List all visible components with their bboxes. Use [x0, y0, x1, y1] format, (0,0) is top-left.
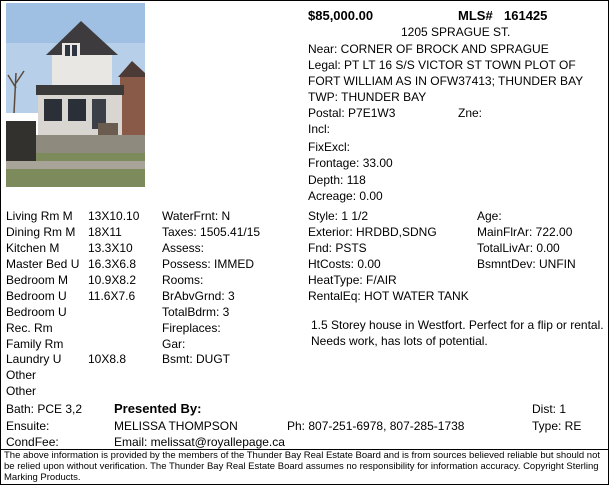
room-size: 13.3X10 [88, 241, 133, 255]
detail-field: TotalBdrm: 3 [162, 305, 230, 319]
remarks: 1.5 Storey house in Westfort. Perfect for a flip or rental. Needs work, has lots of potential. [311, 318, 604, 348]
district: Dist: 1 [532, 402, 567, 416]
detail-field: Age: [477, 209, 502, 223]
agent-phone: Ph: 807-251-6978, 807-285-1738 [287, 419, 465, 433]
room-name: Family Rm [6, 337, 64, 351]
room-size: 11.6X7.6 [88, 289, 136, 303]
room-name: Bedroom U [6, 305, 67, 319]
ensuite: Ensuite: [6, 419, 50, 433]
detail-field: Fnd: PSTS [308, 241, 367, 255]
house-photo-image [6, 3, 145, 187]
room-name: Rec. Rm [6, 321, 53, 335]
detail-field: TotalLivAr: 0.00 [477, 241, 560, 255]
price: $85,000.00 [308, 8, 374, 23]
inclusions: Incl: [308, 122, 331, 136]
acreage: Acreage: 0.00 [308, 189, 383, 203]
township: TWP: THUNDER BAY [308, 90, 427, 104]
postal-code: Postal: P7E1W3 [308, 106, 396, 120]
room-size: 10.9X8.2 [88, 273, 137, 287]
agent-name: MELISSA THOMPSON [114, 419, 238, 433]
detail-field: Assess: [162, 241, 205, 255]
frontage: Frontage: 33.00 [308, 156, 393, 170]
room-name: Other [6, 384, 37, 398]
detail-field: Gar: [162, 337, 186, 351]
detail-field: MainFlrAr: 722.00 [477, 225, 573, 239]
near-text: Near: CORNER OF BROCK AND SPRAGUE [308, 42, 549, 56]
room-name: Bedroom M [6, 273, 69, 287]
detail-field: Bsmt: DUGT [162, 352, 230, 366]
detail-field: Rooms: [162, 273, 204, 287]
room-size: 10X8.8 [88, 352, 127, 366]
presented-by-label: Presented By: [114, 401, 202, 416]
detail-field: BrAbvGrnd: 3 [162, 289, 235, 303]
detail-field: Fireplaces: [162, 321, 221, 335]
mls-label: MLS# [458, 8, 493, 23]
detail-field: Style: 1 1/2 [308, 209, 369, 223]
room-name: Bedroom U [6, 289, 67, 303]
detail-field: HtCosts: 0.00 [308, 257, 381, 271]
zone: Zne: [458, 106, 483, 120]
bath-info: Bath: PCE 3,2 [6, 402, 83, 416]
detail-field: Taxes: 1505.41/15 [162, 225, 261, 239]
depth: Depth: 118 [308, 173, 366, 187]
property-photo [6, 3, 145, 187]
room-size: 18X11 [88, 225, 122, 239]
address: 1205 SPRAGUE ST. [401, 25, 511, 39]
detail-field: HeatType: F/AIR [308, 273, 397, 287]
condo-fee: CondFee: [6, 435, 59, 449]
fixture-exclusions: FixExcl: [308, 140, 350, 154]
room-name: Other [6, 368, 37, 382]
mls-number: 161425 [504, 8, 548, 23]
detail-field: WaterFrnt: N [162, 209, 231, 223]
legal-line-2: FORT WILLIAM AS IN OFW37413; THUNDER BAY [308, 74, 584, 88]
listing-type: Type: RE [532, 419, 582, 433]
agent-email: Email: melissat@royallepage.ca [114, 435, 285, 449]
room-name: Master Bed U [6, 257, 80, 271]
room-name: Living Rm M [6, 209, 73, 223]
room-name: Dining Rm M [6, 225, 76, 239]
room-size: 13X10.10 [88, 209, 140, 223]
detail-field: RentalEq: HOT WATER TANK [308, 289, 469, 303]
disclaimer: The above information is provided by the members of the Thunder Bay Real Estate Board and is from sources believed reliable but should not be relied upon without verification. The Thunder Bay Real Estate Board assumes no responsibility for information accuracy. Copyright Sterling Marking Products. [4, 450, 601, 483]
legal-line-1: Legal: PT LT 16 S/S VICTOR ST TOWN PLOT OF [308, 58, 576, 72]
room-size: 16.3X6.8 [88, 257, 137, 271]
room-name: Laundry U [6, 352, 62, 366]
detail-field: Exterior: HRDBD,SDNG [308, 225, 437, 239]
detail-field: Possess: IMMED [162, 257, 255, 271]
detail-field: BsmntDev: UNFIN [477, 257, 576, 271]
room-name: Kitchen M [6, 241, 60, 255]
